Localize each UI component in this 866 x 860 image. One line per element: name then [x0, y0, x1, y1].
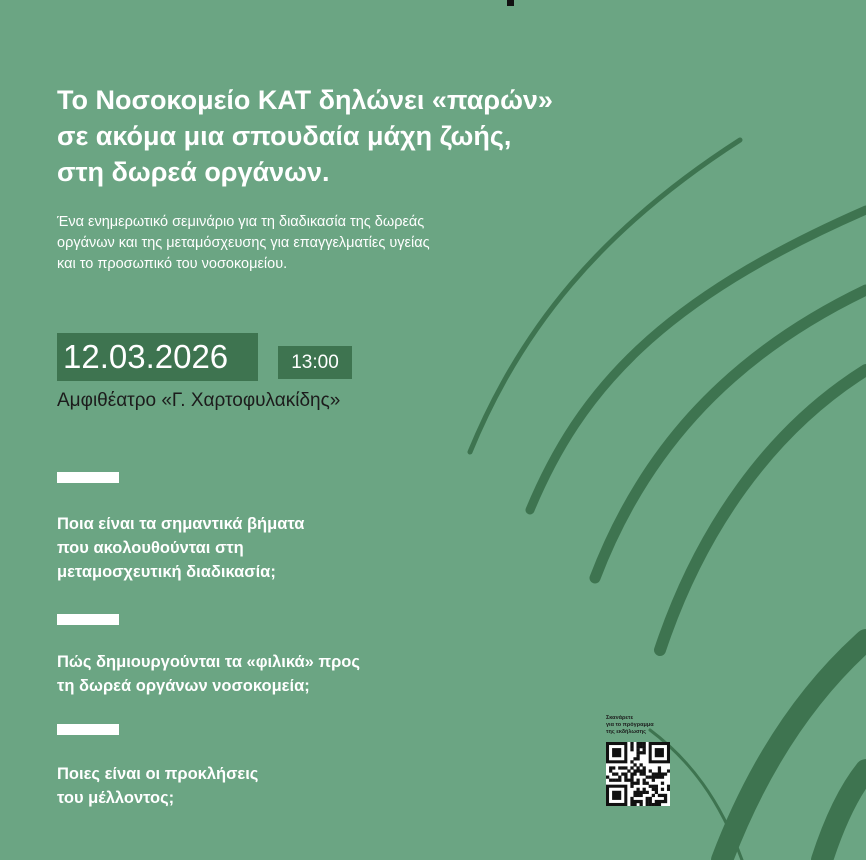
qr-caption-line-2: για το πρόγραμμα: [606, 722, 654, 728]
intro-text: [57, 212, 527, 275]
intro-line-1: Ένα ενημερωτικό σεμινάριο για τη διαδικασία της δωρεάς: [57, 214, 425, 230]
qr-block: [606, 715, 676, 811]
top-edge-mark: [507, 0, 514, 6]
headline-line-1: Το Νοσοκομείο ΚΑΤ δηλώνει «παρών»: [57, 85, 553, 115]
question-2-line-1: Πώς δημιουργούνται τα «φιλικά» προς: [57, 653, 360, 671]
qr-caption-line-1: Σκανάρετε: [606, 715, 634, 721]
question-1-line-3: μεταμοσχευτική διαδικασία;: [57, 563, 276, 581]
question-3-line-1: Ποιες είναι οι προκλήσεις: [57, 765, 259, 783]
divider-bar-1: [57, 472, 119, 483]
headline-line-2: σε ακόμα μια σπουδαία μάχη ζωής,: [57, 121, 512, 151]
intro-line-2: οργάνων και της μεταμόσχευσης για επαγγελματίες υγείας: [57, 235, 430, 251]
headline: [57, 82, 657, 190]
question-3-line-2: του μέλλοντος;: [57, 789, 175, 807]
question-1-line-2: που ακολουθούνται στη: [57, 539, 244, 557]
event-time: 13:00: [278, 346, 352, 379]
divider-bar-2: [57, 614, 119, 625]
question-3: [57, 762, 477, 810]
question-1: [57, 512, 477, 584]
arc-6: [822, 770, 866, 860]
event-date: 12.03.2026: [57, 333, 258, 381]
intro-line-3: και το προσωπικό του νοσοκομείου.: [57, 256, 288, 272]
qr-caption: [606, 715, 676, 736]
arc-2: [530, 210, 866, 510]
divider-bar-3: [57, 724, 119, 735]
question-2-line-2: τη δωρεά οργάνων νοσοκομεία;: [57, 677, 310, 695]
headline-line-3: στη δωρεά οργάνων.: [57, 157, 330, 187]
question-2: [57, 650, 477, 698]
arc-3: [595, 290, 866, 578]
event-venue: Αμφιθέατρο «Γ. Χαρτοφυλακίδης»: [57, 390, 341, 411]
qr-caption-line-3: της εκδήλωσης: [606, 729, 647, 735]
question-1-line-1: Ποια είναι τα σημαντικά βήματα: [57, 515, 305, 533]
qr-code-icon[interactable]: [606, 742, 670, 806]
